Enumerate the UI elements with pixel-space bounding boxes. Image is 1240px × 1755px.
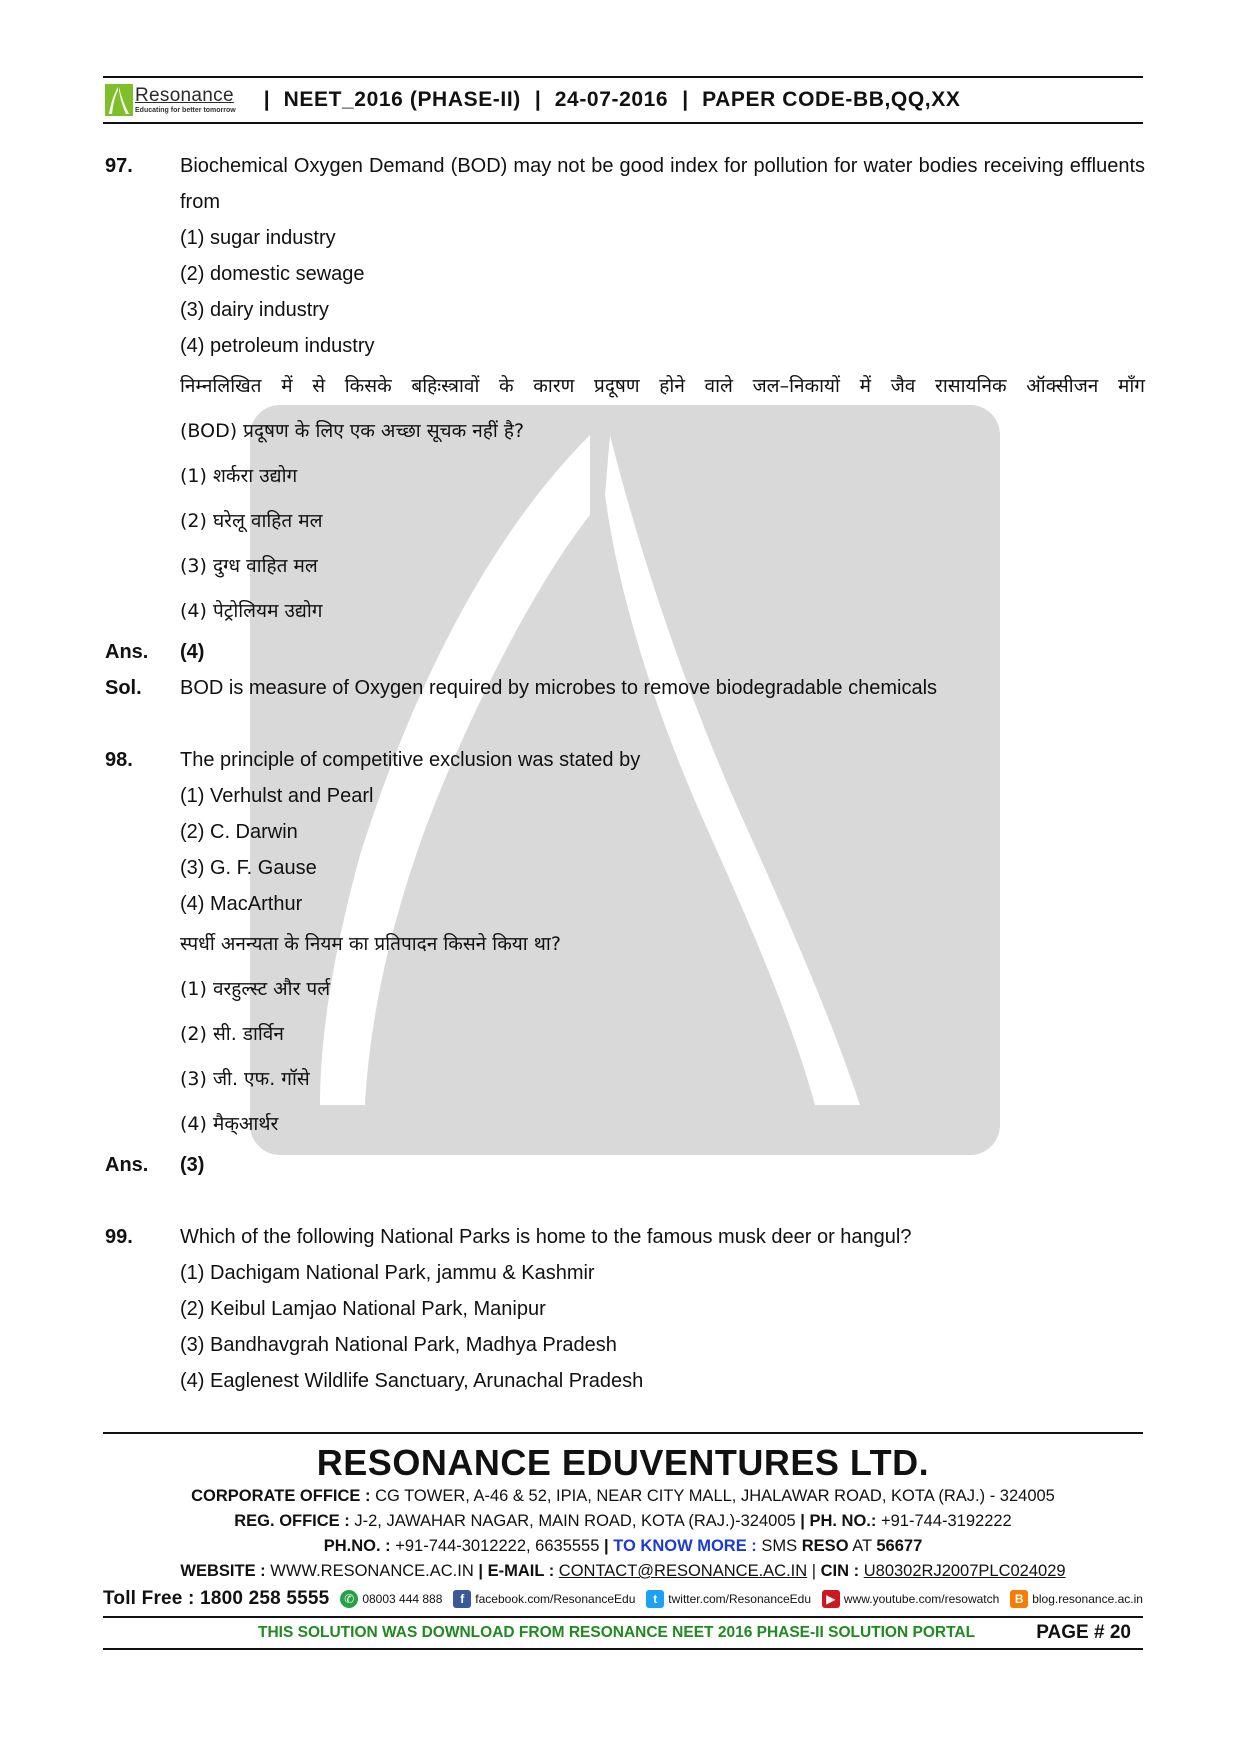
- corp-label: CORPORATE OFFICE :: [191, 1487, 371, 1505]
- whatsapp-number: 08003 444 888: [362, 1592, 443, 1606]
- ans-label: Ans.: [105, 1154, 149, 1176]
- facebook-url: facebook.com/ResonanceEdu: [475, 1592, 636, 1606]
- question-number: 99.: [105, 1226, 133, 1248]
- toll-free: Toll Free : 1800 258 5555: [103, 1588, 330, 1609]
- website-link[interactable]: WWW.RESONANCE.AC.IN: [270, 1562, 474, 1580]
- reg-phone-label: PH. NO.:: [809, 1512, 877, 1530]
- solution-row: [105, 670, 1145, 706]
- know-more: TO KNOW MORE :: [613, 1537, 757, 1555]
- hindi-option: (2) सी. डार्विन: [180, 1023, 284, 1045]
- hindi-option: (2) घरेलू वाहित मल: [180, 510, 323, 532]
- paper-code: PAPER CODE-BB,QQ,XX: [702, 88, 961, 111]
- option: (4) MacArthur: [180, 893, 303, 915]
- logo-tagline: Educating for better tomorrow: [135, 107, 236, 114]
- reg-label: REG. OFFICE :: [234, 1512, 350, 1530]
- option: (2) Keibul Lamjao National Park, Manipur: [180, 1298, 546, 1320]
- download-note: THIS SOLUTION WAS DOWNLOAD FROM RESONANCE NEET 2016 PHASE-II SOLUTION PORTAL: [258, 1624, 976, 1641]
- company-name: RESONANCE EDUVENTURES LTD.: [316, 1442, 930, 1483]
- exam-date: 24-07-2016: [554, 88, 669, 111]
- blog-link[interactable]: [1010, 1590, 1143, 1608]
- blog-url: blog.resonance.ac.in: [1032, 1592, 1143, 1606]
- phone-numbers: +91-744-3012222, 6635555: [395, 1537, 600, 1555]
- twitter-url: twitter.com/ResonanceEdu: [668, 1592, 812, 1606]
- option: (3) dairy industry: [180, 299, 329, 321]
- question-number: 97.: [105, 155, 133, 177]
- twitter-link[interactable]: [646, 1590, 811, 1608]
- option: (4) petroleum industry: [180, 335, 375, 357]
- sms-keyword: RESO: [801, 1537, 849, 1555]
- whatsapp-contact[interactable]: [340, 1590, 442, 1608]
- cin-label: CIN :: [820, 1562, 860, 1580]
- solution-text: BOD is measure of Oxygen required by microbes to remove biodegradable chemicals: [180, 677, 938, 699]
- email-link[interactable]: CONTACT@RESONANCE.AC.IN: [558, 1562, 808, 1580]
- email-label: E-MAIL :: [487, 1562, 555, 1580]
- sms-text: SMS: [761, 1537, 798, 1555]
- hindi-option: (4) मैक्आर्थर: [180, 1113, 279, 1135]
- youtube-url: www.youtube.com/resowatch: [843, 1592, 1000, 1606]
- reg-office-line: REG. OFFICE : J-2, JAWAHAR NAGAR, MAIN ROAD, KOTA (RAJ.)-324005 | PH. NO.: +91-744-3192222: [234, 1512, 1012, 1530]
- facebook-link[interactable]: [453, 1590, 635, 1608]
- sms-number: 56677: [876, 1537, 923, 1555]
- option: (4) Eaglenest Wildlife Sanctuary, Arunachal Pradesh: [180, 1370, 644, 1392]
- question-text: The principle of competitive exclusion was stated by: [180, 749, 641, 771]
- question-97: [105, 148, 1145, 634]
- option: (3) Bandhavgrah National Park, Madhya Pradesh: [180, 1334, 617, 1356]
- website-line: WEBSITE : WWW.RESONANCE.AC.IN | E-MAIL : CONTACT@RESONANCE.AC.IN | CIN : U80302RJ2007PLC024029: [180, 1562, 1066, 1580]
- cin-value: U80302RJ2007PLC024029: [863, 1562, 1066, 1580]
- hindi-question-line: (BOD) प्रदूषण के लिए एक अच्छा सूचक नहीं है?: [180, 420, 525, 442]
- option: (1) sugar industry: [180, 227, 336, 249]
- option: (1) Dachigam National Park, jammu & Kashmir: [180, 1262, 595, 1284]
- option: (1) Verhulst and Pearl: [180, 785, 374, 807]
- website-label: WEBSITE :: [180, 1562, 266, 1580]
- header-separator: |: [263, 88, 270, 111]
- hindi-option: (3) जी. एफ. गॉसे: [180, 1068, 310, 1090]
- corp-address: CG TOWER, A-46 & 52, IPIA, NEAR CITY MALL, JHALAWAR ROAD, KOTA (RAJ.) - 324005: [375, 1487, 1055, 1505]
- exam-title: NEET_2016 (PHASE-II): [283, 88, 521, 111]
- answer-value: (3): [180, 1154, 205, 1176]
- twitter-icon: t: [646, 1590, 664, 1608]
- option: (3) G. F. Gause: [180, 857, 317, 879]
- logo-name: Resonance: [135, 85, 234, 106]
- hindi-option: (4) पेट्रोलियम उद्योग: [180, 600, 323, 622]
- phone-label: PH.NO. :: [323, 1537, 391, 1555]
- hindi-question-line: स्पर्धी अनन्यता के नियम का प्रतिपादन किसने किया था?: [180, 933, 561, 955]
- header-separator: |: [682, 88, 689, 111]
- phone-line: PH.NO. : +91-744-3012222, 6635555 | TO KNOW MORE : SMS RESO AT 56677: [323, 1537, 923, 1555]
- contact-strip: [103, 1588, 1143, 1610]
- question-content: [105, 148, 1145, 1399]
- hindi-question-line: निम्नलिखित में से किसके बहिःस्त्रावों के कारण प्रदूषण होने वाले जल–निकायों में जैव रासायनिक ऑक्सीजन माँग: [180, 375, 1145, 397]
- page-footer: [103, 1432, 1143, 1650]
- page-number: PAGE # 20: [1036, 1622, 1131, 1643]
- corporate-office-line: [103, 1484, 1143, 1509]
- sms-at: AT: [852, 1537, 872, 1555]
- ans-label: Ans.: [105, 641, 149, 663]
- question-98: [105, 742, 1145, 1147]
- resonance-logo: [105, 84, 236, 116]
- question-text: Biochemical Oxygen Demand (BOD) may not be good index for pollution for water bodies receiving effluents from: [180, 155, 1145, 213]
- blogger-icon: B: [1010, 1590, 1028, 1608]
- answer-row: [105, 634, 1145, 670]
- answer-row: [105, 1147, 1145, 1183]
- question-number: 98.: [105, 749, 133, 771]
- question-text: Which of the following National Parks is home to the famous musk deer or hangul?: [180, 1226, 912, 1248]
- option: (2) domestic sewage: [180, 263, 365, 285]
- page-header: [103, 76, 1143, 124]
- header-separator: |: [534, 88, 541, 111]
- hindi-option: (3) दुग्ध वाहित मल: [180, 555, 318, 577]
- answer-value: (4): [180, 641, 205, 663]
- facebook-icon: f: [453, 1590, 471, 1608]
- whatsapp-icon: ✆: [340, 1590, 358, 1608]
- reg-phone: +91-744-3192222: [880, 1512, 1012, 1530]
- hindi-option: (1) वरहुल्स्ट और पर्ल: [180, 978, 331, 1000]
- youtube-link[interactable]: [822, 1590, 999, 1608]
- resonance-logo-icon: [105, 84, 133, 116]
- hindi-option: (1) शर्करा उद्योग: [180, 465, 298, 487]
- option: (2) C. Darwin: [180, 821, 298, 843]
- footer-bottom-bar: [103, 1616, 1143, 1650]
- question-99: [105, 1219, 1145, 1399]
- youtube-icon: ▶: [822, 1590, 840, 1608]
- reg-address: J-2, JAWAHAR NAGAR, MAIN ROAD, KOTA (RAJ.)-324005: [354, 1512, 796, 1530]
- sol-label: Sol.: [105, 677, 142, 699]
